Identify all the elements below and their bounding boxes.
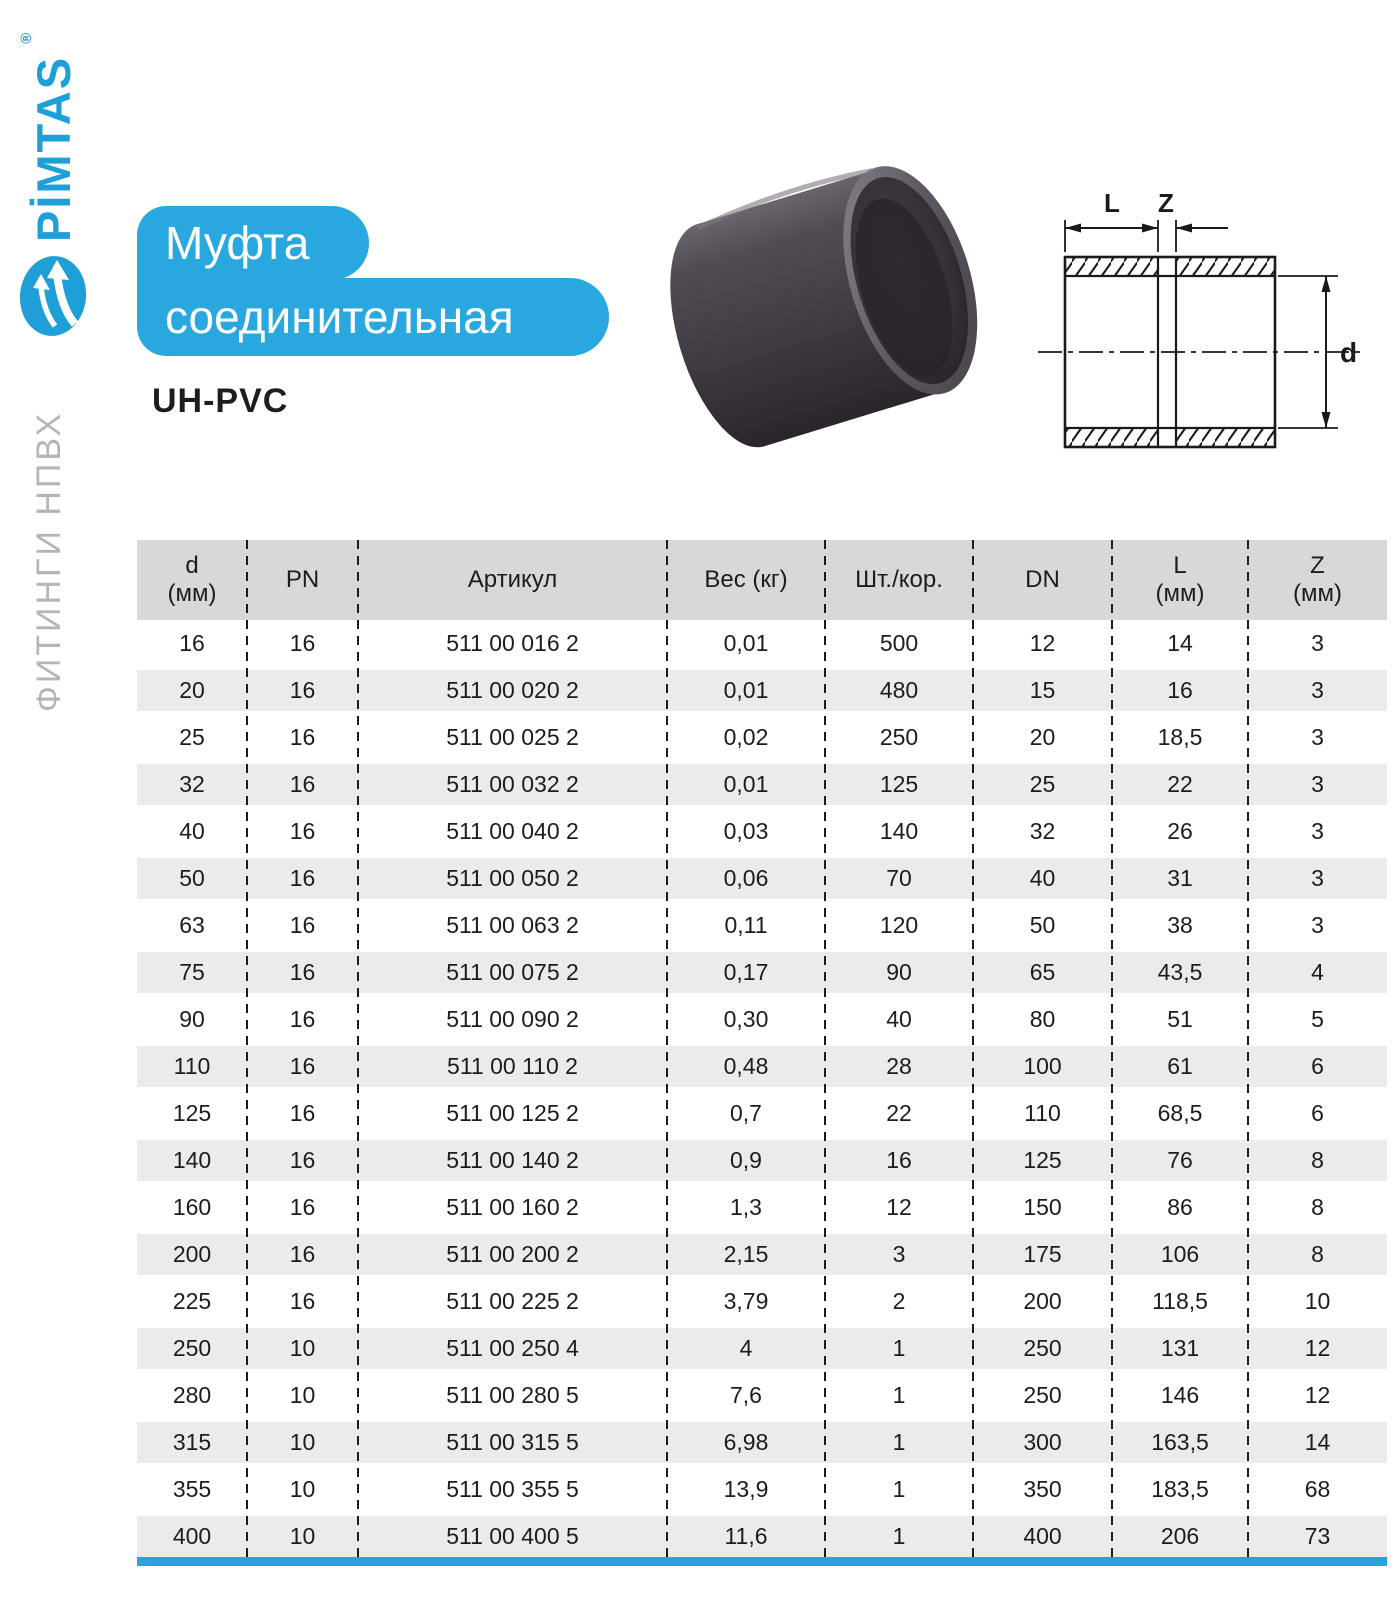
- table-cell: 50: [179, 865, 205, 891]
- table-cell: 16: [289, 959, 316, 985]
- table-cell: 0,06: [723, 865, 769, 891]
- table-cell: 0,11: [724, 912, 768, 938]
- table-cell: 511 00 200 2: [446, 1241, 579, 1267]
- table-cell: 16: [289, 724, 316, 750]
- table-cell: 16: [1167, 677, 1193, 703]
- table-cell: 511 00 140 2: [446, 1147, 579, 1173]
- table-row: [137, 1184, 1387, 1231]
- table-cell: 16: [289, 1100, 316, 1126]
- table-cell: 250: [1023, 1335, 1062, 1361]
- table-row: [137, 761, 1387, 808]
- table-row: [137, 996, 1387, 1043]
- table-cell: 110: [1024, 1100, 1061, 1126]
- table-cell: 14: [1304, 1429, 1331, 1455]
- table-cell: 511 00 016 2: [446, 630, 579, 656]
- table-cell: 16: [289, 630, 316, 656]
- table-cell: 4: [1311, 959, 1324, 985]
- table-cell: 68,5: [1157, 1100, 1203, 1126]
- table-cell: 16: [289, 865, 316, 891]
- table-row: [137, 808, 1387, 855]
- table-cell: 16: [289, 818, 316, 844]
- table-cell: 16: [289, 1147, 316, 1173]
- table-cell: 16: [289, 771, 316, 797]
- table-cell: 100: [1023, 1053, 1062, 1079]
- dim-label-l: L: [1104, 188, 1120, 218]
- table-cell: 511 00 125 2: [446, 1100, 579, 1126]
- table-row: [137, 855, 1387, 902]
- table-cell: 43,5: [1157, 959, 1203, 985]
- table-cell: 16: [289, 1053, 316, 1079]
- table-cell: 10: [289, 1382, 316, 1408]
- page-title-line1: Муфта: [165, 217, 310, 269]
- table-row: [137, 1137, 1387, 1184]
- table-cell: 38: [1167, 912, 1193, 938]
- table-cell: 355: [172, 1476, 212, 1502]
- table-cell: 6: [1311, 1100, 1324, 1126]
- column-header: PN: [285, 566, 320, 594]
- table-header-row: [137, 540, 1387, 620]
- table-cell: 70: [886, 865, 912, 891]
- table-cell: 7,6: [730, 1382, 762, 1408]
- table-cell: 1: [892, 1335, 906, 1361]
- table-cell: 40: [179, 818, 205, 844]
- table-cell: 3,79: [723, 1288, 769, 1314]
- table-cell: 3: [1311, 724, 1324, 750]
- table-cell: 6: [1311, 1053, 1324, 1079]
- table-cell: 511 00 250 4: [446, 1335, 579, 1361]
- table-cell: 511 00 020 2: [446, 677, 579, 703]
- table-cell: 511 00 225 2: [446, 1288, 579, 1314]
- table-cell: 5: [1311, 1006, 1324, 1032]
- table-cell: 20: [179, 677, 205, 703]
- table-cell: 225: [172, 1288, 212, 1314]
- column-header: Z (мм): [1293, 552, 1342, 607]
- table-cell: 3: [1311, 912, 1324, 938]
- table-cell: 20: [1029, 724, 1056, 750]
- table-cell: 200: [172, 1241, 212, 1267]
- table-cell: 0,9: [730, 1147, 762, 1173]
- table-cell: 3: [1311, 630, 1324, 656]
- table-cell: 150: [1023, 1194, 1062, 1220]
- table-cell: 0,17: [723, 959, 769, 985]
- table-cell: 2: [892, 1288, 906, 1314]
- table-cell: 10: [289, 1335, 316, 1361]
- table-cell: 125: [1023, 1147, 1062, 1173]
- table-cell: 16: [289, 912, 316, 938]
- table-cell: 50: [1029, 912, 1056, 938]
- title-bubble-2: [137, 278, 609, 356]
- table-cell: 3: [1311, 865, 1324, 891]
- table-cell: 2,15: [723, 1241, 769, 1267]
- table-cell: 511 00 110 2: [447, 1053, 578, 1079]
- table-cell: 163,5: [1151, 1429, 1209, 1455]
- table-cell: 40: [1029, 865, 1056, 891]
- table-cell: 146: [1160, 1382, 1200, 1408]
- table-cell: 12: [1304, 1382, 1331, 1408]
- table-cell: 125: [172, 1100, 212, 1126]
- table-row: [137, 1372, 1387, 1419]
- technical-drawing: [1020, 182, 1390, 482]
- table-cell: 86: [1167, 1194, 1193, 1220]
- table-cell: 280: [172, 1382, 212, 1408]
- table-cell: 3: [892, 1241, 906, 1267]
- table-row: [137, 902, 1387, 949]
- table-cell: 8: [1311, 1147, 1324, 1173]
- table-cell: 0,7: [730, 1100, 762, 1126]
- spec-table: [137, 540, 1387, 1560]
- table-cell: 3: [1311, 818, 1324, 844]
- table-body: [137, 620, 1387, 1560]
- table-cell: 12: [1029, 630, 1056, 656]
- table-row: [137, 620, 1387, 667]
- table-cell: 1,3: [730, 1194, 762, 1220]
- material-label: UH-PVC: [152, 382, 289, 420]
- table-cell: 511 00 280 5: [446, 1382, 579, 1408]
- footer-accent-bar: [137, 1557, 1387, 1566]
- table-cell: 22: [1167, 771, 1193, 797]
- table-cell: 1: [892, 1523, 906, 1549]
- table-cell: 511 00 040 2: [446, 818, 579, 844]
- swirl-arrows-icon: [17, 254, 89, 338]
- table-cell: 511 00 315 5: [446, 1429, 579, 1455]
- table-cell: 10: [1304, 1288, 1331, 1314]
- logo-text: PİMTAS: [26, 55, 80, 242]
- table-cell: 300: [1023, 1429, 1062, 1455]
- table-cell: 511 00 400 5: [446, 1523, 579, 1549]
- column-header: Артикул: [467, 566, 558, 594]
- table-cell: 511 00 032 2: [446, 771, 579, 797]
- table-cell: 511 00 355 5: [446, 1476, 579, 1502]
- table-cell: 22: [886, 1100, 912, 1126]
- title-bubble-1: [137, 206, 369, 280]
- table-cell: 0,48: [723, 1053, 769, 1079]
- table-cell: 500: [879, 630, 919, 656]
- table-cell: 0,30: [723, 1006, 769, 1032]
- dim-label-z: Z: [1158, 188, 1174, 218]
- table-row: [137, 949, 1387, 996]
- table-row: [137, 1419, 1387, 1466]
- table-cell: 8: [1311, 1241, 1324, 1267]
- table-cell: 40: [886, 1006, 912, 1032]
- table-cell: 6,98: [723, 1429, 769, 1455]
- table-cell: 51: [1167, 1006, 1193, 1032]
- table-cell: 25: [1029, 771, 1056, 797]
- table-cell: 68: [1304, 1476, 1331, 1502]
- table-cell: 511 00 050 2: [446, 865, 579, 891]
- table-cell: 32: [1029, 818, 1056, 844]
- table-cell: 350: [1023, 1476, 1062, 1502]
- table-cell: 10: [289, 1429, 316, 1455]
- table-cell: 0,02: [723, 724, 769, 750]
- table-cell: 200: [1023, 1288, 1062, 1314]
- page-title-line2: соединительная: [165, 291, 514, 343]
- table-cell: 15: [1029, 677, 1056, 703]
- table-cell: 11,6: [724, 1523, 768, 1549]
- table-cell: 16: [289, 1241, 316, 1267]
- table-cell: 16: [289, 1288, 316, 1314]
- table-cell: 206: [1160, 1523, 1200, 1549]
- table-cell: 250: [879, 724, 919, 750]
- table-cell: 13,9: [723, 1476, 769, 1502]
- table-cell: 511 00 075 2: [446, 959, 579, 985]
- table-row: [137, 1278, 1387, 1325]
- table-cell: 1: [892, 1382, 906, 1408]
- table-cell: 0,03: [723, 818, 769, 844]
- table-cell: 16: [289, 1194, 316, 1220]
- table-cell: 28: [886, 1053, 912, 1079]
- table-cell: 12: [1304, 1335, 1331, 1361]
- table-cell: 16: [886, 1147, 912, 1173]
- table-cell: 90: [179, 1006, 205, 1032]
- column-header: L (мм): [1155, 552, 1205, 607]
- table-cell: 250: [1023, 1382, 1062, 1408]
- table-cell: 315: [172, 1429, 212, 1455]
- category-vertical-label: ФИТИНГИ НПВХ: [30, 410, 68, 712]
- table-cell: 480: [879, 677, 919, 703]
- table-cell: 511 00 063 2: [446, 912, 579, 938]
- column-header: DN: [1025, 566, 1060, 594]
- table-cell: 400: [172, 1523, 212, 1549]
- table-cell: 120: [879, 912, 919, 938]
- table-cell: 125: [879, 771, 919, 797]
- table-row: [137, 1090, 1387, 1137]
- table-cell: 511 00 025 2: [446, 724, 579, 750]
- table-cell: 0,01: [723, 677, 769, 703]
- table-cell: 12: [886, 1194, 912, 1220]
- table-cell: 16: [179, 630, 205, 656]
- table-cell: 118,5: [1152, 1288, 1208, 1314]
- table-cell: 18,5: [1157, 724, 1203, 750]
- table-cell: 16: [289, 677, 316, 703]
- table-cell: 511 00 090 2: [446, 1006, 579, 1032]
- table-cell: 65: [1029, 959, 1056, 985]
- table-cell: 183,5: [1151, 1476, 1209, 1502]
- table-cell: 1: [892, 1476, 906, 1502]
- table-cell: 32: [179, 771, 205, 797]
- table-cell: 110: [173, 1053, 211, 1079]
- table-row: [137, 667, 1387, 714]
- product-photo: [635, 130, 1005, 510]
- table-cell: 73: [1304, 1523, 1331, 1549]
- table-cell: 14: [1167, 630, 1193, 656]
- table-cell: 4: [739, 1335, 753, 1361]
- table-cell: 175: [1023, 1241, 1062, 1267]
- table-cell: 26: [1167, 818, 1193, 844]
- table-cell: 106: [1160, 1241, 1200, 1267]
- table-cell: 250: [172, 1335, 212, 1361]
- table-cell: 3: [1311, 677, 1324, 703]
- table-row: [137, 1513, 1387, 1560]
- table-cell: 131: [1160, 1335, 1200, 1361]
- table-cell: 0,01: [723, 771, 769, 797]
- table-cell: 160: [172, 1194, 212, 1220]
- registered-mark: ®: [18, 32, 35, 44]
- table-cell: 90: [886, 959, 912, 985]
- table-cell: 75: [179, 959, 205, 985]
- table-cell: 511 00 160 2: [446, 1194, 579, 1220]
- table-row: [137, 1325, 1387, 1372]
- table-cell: 1: [892, 1429, 906, 1455]
- table-cell: 8: [1311, 1194, 1324, 1220]
- table-row: [137, 1043, 1387, 1090]
- table-cell: 16: [289, 1006, 316, 1032]
- table-row: [137, 1231, 1387, 1278]
- table-cell: 10: [289, 1476, 316, 1502]
- table-cell: 61: [1167, 1053, 1193, 1079]
- table-cell: 31: [1167, 865, 1193, 891]
- table-cell: 400: [1023, 1523, 1062, 1549]
- dim-label-d: d: [1340, 337, 1358, 368]
- table-row: [137, 1466, 1387, 1513]
- table-row: [137, 714, 1387, 761]
- table-cell: 0,01: [723, 630, 769, 656]
- column-header: d (мм): [167, 552, 217, 607]
- table-cell: 80: [1029, 1006, 1056, 1032]
- column-header: Шт./кор.: [855, 566, 943, 594]
- table-cell: 25: [179, 724, 205, 750]
- column-header: Вес (кг): [704, 566, 788, 594]
- pimtas-logo: [12, 23, 94, 338]
- table-cell: 10: [289, 1523, 316, 1549]
- table-cell: 63: [179, 912, 205, 938]
- table-cell: 76: [1167, 1147, 1193, 1173]
- table-cell: 140: [879, 818, 919, 844]
- table-cell: 140: [172, 1147, 212, 1173]
- table-cell: 3: [1311, 771, 1324, 797]
